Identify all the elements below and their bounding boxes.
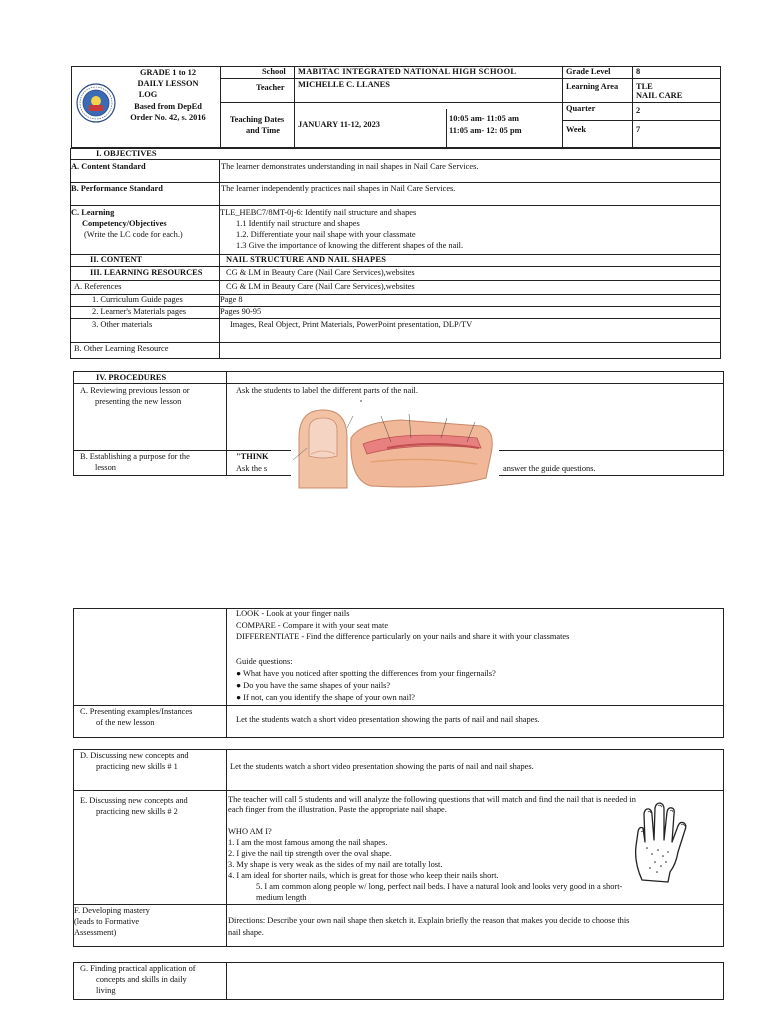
procedure-a-text: Ask the students to label the different parts of the nail. — [236, 386, 418, 395]
who-am-i-1: 1. I am the most famous among the nail shapes. — [228, 838, 388, 847]
procedure-d-text: Let the students watch a short video presentation showing the parts of nail and nail shapes. — [230, 762, 534, 771]
procedure-b-ask: Ask the s — [236, 464, 268, 473]
procedure-g-label-3: living — [96, 986, 116, 995]
other-learning-resource-label: B. Other Learning Resource — [74, 344, 169, 353]
procedure-b-think: "THINK — [236, 452, 269, 461]
lc-label-1: C. Learning — [71, 208, 115, 217]
learners-materials-label: 2. Learner's Materials pages — [92, 307, 187, 316]
learning-area-value-2: NAIL CARE — [636, 91, 683, 100]
dll-title-line-4: Based from DepEd — [134, 102, 202, 111]
week-value: 7 — [636, 125, 641, 134]
teacher-value: MICHELLE C. LLANES — [298, 80, 390, 89]
deped-seal-logo — [76, 83, 116, 123]
grade-level-label: Grade Level — [566, 67, 611, 76]
nail-anatomy-illustration — [291, 398, 499, 490]
teaching-dates-label-2: and Time — [246, 126, 280, 135]
procedure-c-label-2: of the new lesson — [96, 718, 155, 727]
school-value: MABITAC INTEGRATED NATIONAL HIGH SCHOOL — [298, 67, 517, 76]
procedure-e-text-1: The teacher will call 5 students and will analyze the following questions that will match and find the nail that is needed in — [228, 795, 636, 804]
look-instruction: LOOK - Look at your finger nails — [236, 609, 350, 618]
content-standard-label: A. Content Standard — [71, 162, 146, 171]
procedure-d-label-1: D. Discussing new concepts and — [80, 751, 189, 760]
procedure-a-label-2: presenting the new lesson — [95, 397, 182, 406]
performance-standard-text: The learner independently practices nail shapes in Nail Care Services. — [221, 184, 456, 193]
procedure-e-label-1: E. Discussing new concepts and — [80, 796, 188, 805]
performance-standard-label: B. Performance Standard — [71, 184, 163, 193]
lc-label-2: Competency/Objectives — [82, 219, 167, 228]
references-value: CG & LM in Beauty Care (Nail Care Services),websites — [226, 282, 415, 291]
guide-questions-heading: Guide questions: — [236, 657, 293, 666]
quarter-label: Quarter — [566, 104, 596, 113]
who-am-i-5b: medium length — [256, 893, 307, 902]
procedure-f-label-1: F. Developing mastery — [74, 906, 150, 915]
procedure-e-label-2: practicing new skills # 2 — [96, 807, 178, 816]
content-standard-text: The learner demonstrates understanding in nail shapes in Nail Care Services. — [221, 162, 479, 171]
learning-resources-label: III. LEARNING RESOURCES — [90, 268, 203, 277]
procedure-g-label-1: G. Finding practical application of — [80, 964, 196, 973]
guide-question-3: ● If not, can you identify the shape of your own nail? — [236, 693, 416, 702]
hand-illustration — [630, 802, 698, 884]
who-am-i-2: 2. I give the nail tip strength over the oval shape. — [228, 849, 392, 858]
procedure-c-text: Let the students watch a short video presentation showing the parts of nail and nail shapes. — [236, 715, 540, 724]
lc-code: TLE_HEBC7/8MT-0j-6: Identify nail structure and shapes — [220, 208, 417, 217]
objectives-heading: I. OBJECTIVES — [96, 149, 157, 158]
differentiate-instruction: DIFFERENTIATE - Find the difference particularly on your nails and share it with your classmates — [236, 632, 570, 641]
procedure-b-label-2: lesson — [95, 463, 116, 472]
procedure-d-label-2: practicing new skills # 1 — [96, 762, 178, 771]
who-am-i-3: 3. My shape is very weak as the sides of my nail are totally lost. — [228, 860, 443, 869]
procedure-f-text-1: Directions: Describe your own nail shape then sketch it. Explain briefly the reason that makes you decide to choose this — [228, 916, 630, 925]
teacher-label: Teacher — [256, 83, 285, 92]
content-label: II. CONTENT — [90, 255, 143, 264]
guide-question-2: ● Do you have the same shapes of your nails? — [236, 681, 391, 690]
dll-title-line-2: DAILY LESSON — [137, 79, 199, 88]
procedure-g-label-2: concepts and skills in daily — [96, 975, 187, 984]
content-value: NAIL STRUCTURE AND NAIL SHAPES — [226, 255, 387, 264]
lc-objective-3: 1.3 Give the importance of knowing the different shapes of the nail. — [236, 241, 464, 250]
procedure-e-text-2: each finger from the illustration. Paste the appropriate nail shape. — [228, 805, 447, 814]
procedure-b-label-1: B. Establishing a purpose for the — [80, 452, 190, 461]
quarter-value: 2 — [636, 106, 641, 115]
other-materials-value: Images, Real Object, Print Materials, PowerPoint presentation, DLP/TV — [230, 320, 473, 329]
procedure-f-label-2: (leads to Formative — [74, 917, 140, 926]
teaching-dates-label-1: Teaching Dates — [229, 115, 285, 124]
procedure-b-guide: answer the guide questions. — [503, 464, 596, 473]
learning-resources-value: CG & LM in Beauty Care (Nail Care Services),websites — [226, 268, 415, 277]
curriculum-guide-value: Page 8 — [220, 295, 243, 304]
grade-level-value: 8 — [636, 67, 641, 76]
compare-instruction: COMPARE - Compare it with your seat mate — [236, 621, 389, 630]
who-am-i-heading: WHO AM I? — [228, 827, 272, 836]
teaching-dates-value: JANUARY 11-12, 2023 — [298, 120, 380, 129]
references-label: A. References — [74, 282, 122, 291]
procedure-a-label-1: A. Reviewing previous lesson or — [80, 386, 190, 395]
guide-question-1: ● What have you noticed after spotting the differences from your fingernails? — [236, 669, 496, 678]
lc-objective-2: 1.2. Differentiate your nail shape with your classmate — [236, 230, 416, 239]
who-am-i-4: 4. I am ideal for shorter nails, which is great for those who keep their nails short. — [228, 871, 499, 880]
who-am-i-5a: 5. I am common along people w/ long, perfect nail beds. I have a natural look and looks very good in a short- — [256, 882, 623, 891]
other-materials-label: 3. Other materials — [92, 320, 153, 329]
school-label: School — [262, 67, 286, 76]
procedure-f-text-2: nail shape. — [228, 928, 264, 937]
time-slot-2: 11:05 am- 12: 05 pm — [449, 126, 522, 135]
procedure-c-label-1: C. Presenting examples/Instances — [80, 707, 193, 716]
lc-label-3: (Write the LC code for each.) — [84, 230, 183, 239]
dll-title-line-3: LOG — [138, 90, 158, 99]
dll-title-line-1: GRADE 1 to 12 — [139, 68, 197, 77]
week-label: Week — [566, 125, 587, 134]
procedures-heading: IV. PROCEDURES — [96, 373, 167, 382]
time-slot-1: 10:05 am- 11:05 am — [449, 114, 520, 123]
learning-area-value-1: TLE — [636, 82, 653, 91]
learners-materials-value: Pages 90-95 — [220, 307, 262, 316]
procedure-f-label-3: Assessment) — [74, 928, 117, 937]
curriculum-guide-label: 1. Curriculum Guide pages — [92, 295, 183, 304]
learning-area-label: Learning Area — [566, 82, 619, 91]
dll-title-line-5: Order No. 42, s. 2016 — [130, 113, 206, 122]
lc-objective-1: 1.1 Identify nail structure and shapes — [236, 219, 360, 228]
